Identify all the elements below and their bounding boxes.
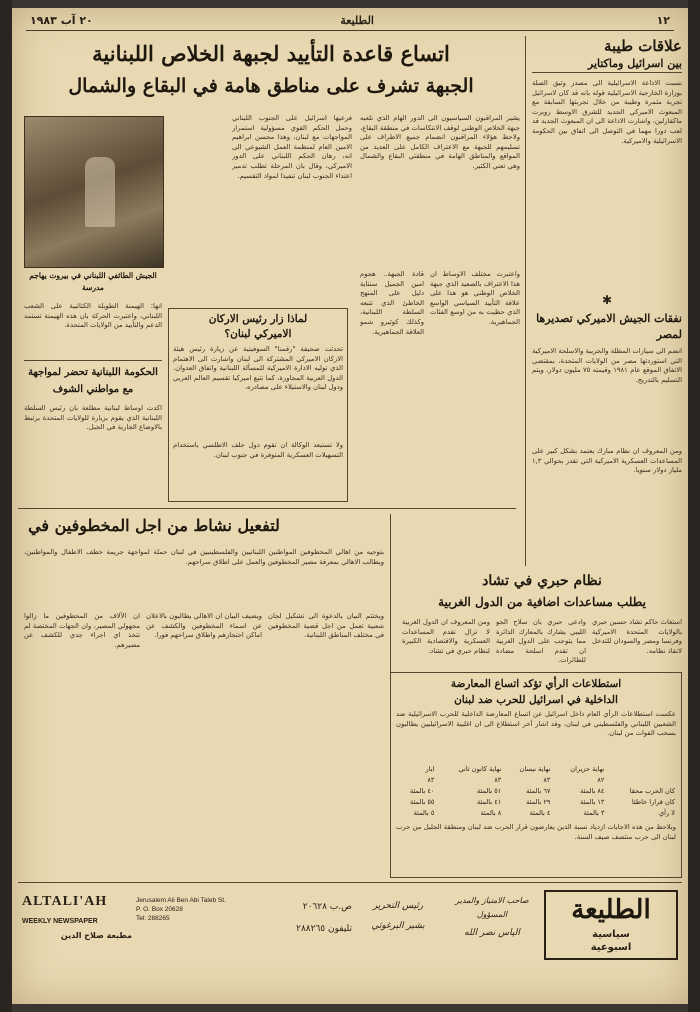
- main-body-col-2: فرعيها اسرائيل على الجنوب اللبناني وحمل الحكم القوي مسؤولية استمرار المواجهات مع لبنان، وهذا محسن ابراهيم الامين العام لمنظمة العمل الشيوعي الى انه، رهان الحكم اللبناني على الدور الاميركي، وقال بان المرحلة تطلب تدمير اعتداء الجنوب لبنان تنفيذا لمواد التقسيم.: [232, 114, 352, 180]
- table-header-cell: نهاية حزيران: [570, 765, 605, 773]
- chief-box-title-1: لماذا زار رئيس الاركان: [208, 313, 308, 325]
- table-cell: ٤ بالمئة: [529, 809, 551, 817]
- us-army-body: انضم الى سيارات المظلة والحربية والاسلحة الاميركية التي استوردتها مصر من الولايات المتحدة، بمقتضى الاتفاق الموقع عام ١٩٨١ وقيمته ٧٥ مليون دولار، ويتم التسليم بالتدريج.: [532, 347, 682, 384]
- chad-body: وادعى حبري بان سلاح الجو الليبي يشارك بالمعارك الدائرة مما يتوجب على الدول الغربية ان تقدم اسلحة مضادة للطائرات.: [496, 618, 586, 665]
- table-cell: ٨٤ بالمئة: [580, 787, 605, 795]
- footer-subtitle-latin: WEEKLY NEWSPAPER: [22, 918, 98, 925]
- page-header: [26, 14, 674, 31]
- table-cell: ٦٧ بالمئة: [526, 787, 551, 795]
- israel-sidebar: [532, 36, 682, 566]
- photo-caption: الجيش الطائفي اللبناني في بيروت يهاجم مدرسة: [29, 271, 157, 292]
- table-cell: ٤١ بالمئة: [476, 798, 502, 806]
- chad-body-2: ومن المعروف ان الدول الغربية لا تزال تقدم المساعدات العسكرية والاقتصادية الكبيرة لنظام حبري في تشاد.: [402, 618, 490, 655]
- kidnapped-headline: لتفعيل نشاط من اجل المخطوفين في: [28, 516, 280, 535]
- chief-box-body: تحدثت صحيفة "رقمنا" السوفيتية عن زيارة رئيس هيئة الاركان الاميركي المشتركة الى لبنان واشارت الى الاهتمام الذي توليه الادارة الاميركية للمسألة اللبنانية واتفاق العدوان. الدول العربية المجاورة، كما تتبع اميركيا تقسيم العالم العربي ودول لبنان والاستيلاء على مصادره.: [173, 345, 343, 392]
- chief-box-body-2: ولا تستبعد الوكالة ان تقوم دول حلف الاطلسي باستخدام التسهيلات العسكرية المتوفرة في جنوب لبنان.: [173, 441, 343, 459]
- footer-logo-box: [544, 890, 678, 960]
- us-army-subhead: نفقات الجيش الاميركي تصديرها لمصر: [536, 312, 682, 341]
- poll-title-1: استطلاعات الرأي تؤكد اتساع المعارضة: [450, 678, 622, 690]
- israel-sidebar-title-2: بين اسرائيل وماكتاير: [532, 56, 682, 73]
- government-subhead: الحكومة اللبنانية تحضر لمواجهة مع مواطني الشوف: [28, 367, 158, 395]
- israel-sidebar-title-1: علاقات طيبة: [603, 37, 682, 55]
- poll-box: [390, 672, 682, 878]
- table-row-label: لا رأي: [658, 809, 675, 817]
- table-row-label: كان قرارا خاطئا: [631, 798, 675, 806]
- footer-owner-block: [444, 894, 540, 950]
- star-divider: ✱: [601, 293, 613, 307]
- footer-rule: [18, 882, 682, 883]
- footer-mast-title: الطليعة: [571, 895, 651, 925]
- rule: [24, 360, 162, 361]
- table-cell: ١٣ بالمئة: [580, 798, 605, 806]
- footer-chief-block: [358, 896, 438, 946]
- table-cell: ٥ بالمئة: [413, 809, 435, 817]
- header-date: ٢٠ آب ١٩٨٣: [30, 14, 93, 27]
- header-paper-name: الطليعة: [340, 14, 374, 27]
- poll-table-header: [396, 764, 676, 775]
- table-cell: ٤٠ بالمئة: [410, 787, 435, 795]
- table-cell: ٣ بالمئة: [583, 809, 605, 817]
- page-number: ١٢: [656, 14, 670, 27]
- chad-headline-block: [402, 570, 682, 614]
- poll-table: [396, 764, 676, 819]
- table-cell: [605, 764, 676, 775]
- footer-chief-name: بشير البرغوثي: [371, 921, 425, 931]
- poll-title-2: الداخلية في اسرائيل للحرب ضد لبنان: [454, 694, 618, 706]
- footer-contact-ar: [272, 896, 352, 946]
- chief-box-title-2: الاميركي لبنان؟: [224, 328, 292, 340]
- column-rule: [525, 36, 526, 566]
- footer-tel: Tel: 288265: [136, 915, 170, 922]
- footer-phone-ar: تليفون ٢٨٨٢٦٥: [296, 924, 352, 934]
- footer-title-latin: ALTALI'AH: [22, 894, 108, 909]
- poll-body: عكست استطلاعات الرأي العام داخل اسرائيل عن اتساع المعارضة الداخلية للحرب الاسرائيلية ضد الشعبين اللبناني والفلسطيني في لبنان، وقد اشار آخر استطلاع الى ان اغلبية الاسرائيليين يطالبون بسحب القوات من لبنان.: [396, 710, 676, 738]
- left-binding-edge: [0, 0, 12, 1012]
- table-cell: ٥١ بالمئة: [476, 787, 502, 795]
- table-row: [396, 786, 676, 797]
- photo-figure: [85, 157, 115, 227]
- kidnapped-body-3: ويضيف البيان ان الاهالي يطالبون بالاعلان عن اسماء المخطوفين والكشف عن اماكن احتجازهم واطلاق سراحهم فورا.: [146, 612, 262, 640]
- table-row-label: [605, 775, 676, 786]
- table-cell: ٨ بالمئة: [480, 809, 502, 817]
- kidnapped-body-2: ان الآلاف من المخطوفين ما زالوا مجهولي المصير، وان الجهات المختصة لم تتخذ اي اجراء جدي للكشف عن مصيرهم.: [24, 612, 140, 649]
- table-row: [396, 797, 676, 808]
- main-body-col-1: يشير المراقبون السياسيون الى الدور الهام الذي تلعبه جبهة الخلاص الوطني لوقف الانتكاسات في منطقة البقاع، ولاحظ هؤلاء المراقبون انضمام جميع الاطراف على تسليمهم للجبهة مع الاعتراف الكامل على العديد من المواقع والمناطق الهامة في منطقتي البقاع والشمال وهي تعني الكثير.: [360, 114, 520, 170]
- main-headline-2: الجبهة تشرف على مناطق هامة في البقاع والشمال: [68, 75, 474, 97]
- right-binding-edge: [688, 0, 700, 1012]
- footer-address-block: [136, 896, 266, 946]
- table-cell: ٨٣: [543, 776, 551, 784]
- table-header-cell: نهاية كانون ثاني: [458, 765, 502, 773]
- footer-mast-sub-2: اسبوعية: [590, 942, 632, 953]
- poll-footer: وبلاحظ من هذه الاجابات ازدياد نسبة الذين يعارضون قرار الحرب ضد لبنان ومنطقة الجليل من حرب لبنان الى حرب منتصف صيف السنة.: [396, 823, 676, 841]
- main-headline-block: [22, 38, 520, 108]
- table-header-cell: ايار: [425, 765, 435, 773]
- footer-mast-sub-1: سياسية: [592, 929, 630, 940]
- footer-address-2: P. O. Box 20628: [136, 906, 183, 913]
- kidnapped-body-4: ويختتم البيان بالدعوة الى تشكيل لجان شعبية تعمل من اجل قضية المخطوفين في مختلف المناطق اللبنانية.: [268, 612, 384, 640]
- table-cell: ٨٣: [494, 776, 502, 784]
- newspaper-page: [12, 8, 688, 1004]
- us-army-body-2: ومن المعروف ان نظام مبارك يعتمد بشكل كبير على المساعدات العسكرية الاميركية التي تقدر بحوالي ١,٣ مليار دولار سنويا.: [532, 447, 682, 475]
- main-body-col-3: قادة الجبهة.. هجوم امين الجميل سنتاية دليل على المنهج الخاطئ الذي تتبعه السلطة اللبنانية، وكذلك كوثيرو شمو العلاقة الجماهيرية.: [360, 270, 424, 336]
- table-cell: ٥٥ بالمئة: [410, 798, 435, 806]
- chad-body-3: استغاث حاكم تشاد حسين حبري بالولايات المتحدة الاميركية وفرنسا ومصر والسودان للتدخل لانقاذ نظامه.: [592, 618, 682, 655]
- table-cell: ٨٢: [597, 776, 605, 784]
- footer-publisher: مطبعة صلاح الدين: [60, 931, 132, 940]
- table-cell: ٢٩ بالمئة: [526, 798, 551, 806]
- main-body-col-4: واعتبرت مختلف الاوساط ان هذا الاعتراف بالصعيد الذي جبهة الخلاص الوطني هو هذا على علاقة التأييد السياسي الواسع الذي حظيت به من اوسع الفئات الجماهيرية.: [430, 270, 520, 326]
- kidnapped-body: بتوجيه من اهالي المخطوفين المواطنين اللبنانيين والفلسطينيين في لبنان حملة لمواجهة جريمة خطف الاطفال والمواطنين، ويطالب الاهالي بمعرفة مصير المخطوفين والعمل على اطلاق سراحهم.: [24, 548, 384, 566]
- table-row-label: كان الحرب محقا: [629, 787, 675, 795]
- chad-headline-1: نظام حبري في تشاد: [482, 573, 602, 589]
- footer-masthead: [18, 888, 682, 962]
- footer-latin-title-block: [22, 894, 132, 954]
- main-headline-1: اتساع قاعدة التأييد لجبهة الخلاص اللبنانية: [92, 41, 450, 66]
- footer-chief-label: رئيس التحرير: [372, 901, 424, 911]
- main-body-col-5: انها: الهيمنة الطويلة الكتائبية على الشعب اللبناني، واعتبرت الحركة بان هذه الهيمنة تستمد الدعم والتأييد من الولايات المتحدة.: [24, 302, 162, 330]
- main-body-col-6: اكدت اوساط لبنانية مطلعة بان رئيس السلطة اللبنانية الذي يقوم بزيارة للولايات المتحدة يرتبط بالاوضاع الجارية في الجبل.: [24, 404, 162, 432]
- footer-owner-name: الياس نصر الله: [464, 928, 520, 938]
- chad-headline-2: يطلب مساعدات اضافية من الدول الغربية: [438, 595, 646, 609]
- table-row: [396, 808, 676, 819]
- table-cell: ٨٣: [427, 776, 435, 784]
- table-row: [396, 775, 676, 786]
- rule: [18, 508, 516, 509]
- news-photo: [24, 116, 164, 268]
- footer-address-1: Jerusalem Ali Ben Abi Taleb St.: [136, 897, 226, 904]
- chief-of-staff-box: [168, 308, 348, 502]
- footer-owner-label: صاحب الامتياز والمدير المسؤول: [455, 896, 529, 919]
- footer-pobox-ar: ص.ب ٢٠٦٢٨: [302, 902, 352, 912]
- israel-sidebar-body: نسبت الاذاعة الاسرائيلية الى مصدر وثيق الصلة بوزارة الخارجية الاسرائيلية قوله بانه قد كان لاسرائيل تجربة مثمرة وطيبة من خلال تجربتها السابقة مع المبعوث الاميركي الجديد للشرق الاوسط روبرت ماكفارلين، واشارت الاذاعة الى ان المبعوث الجديد قد لعب دورا مهما في التوصل الى اتفاق بين الحكومة الاسرائيلية والاميركية.: [532, 79, 682, 145]
- table-header-cell: نهاية نيسان: [519, 765, 551, 773]
